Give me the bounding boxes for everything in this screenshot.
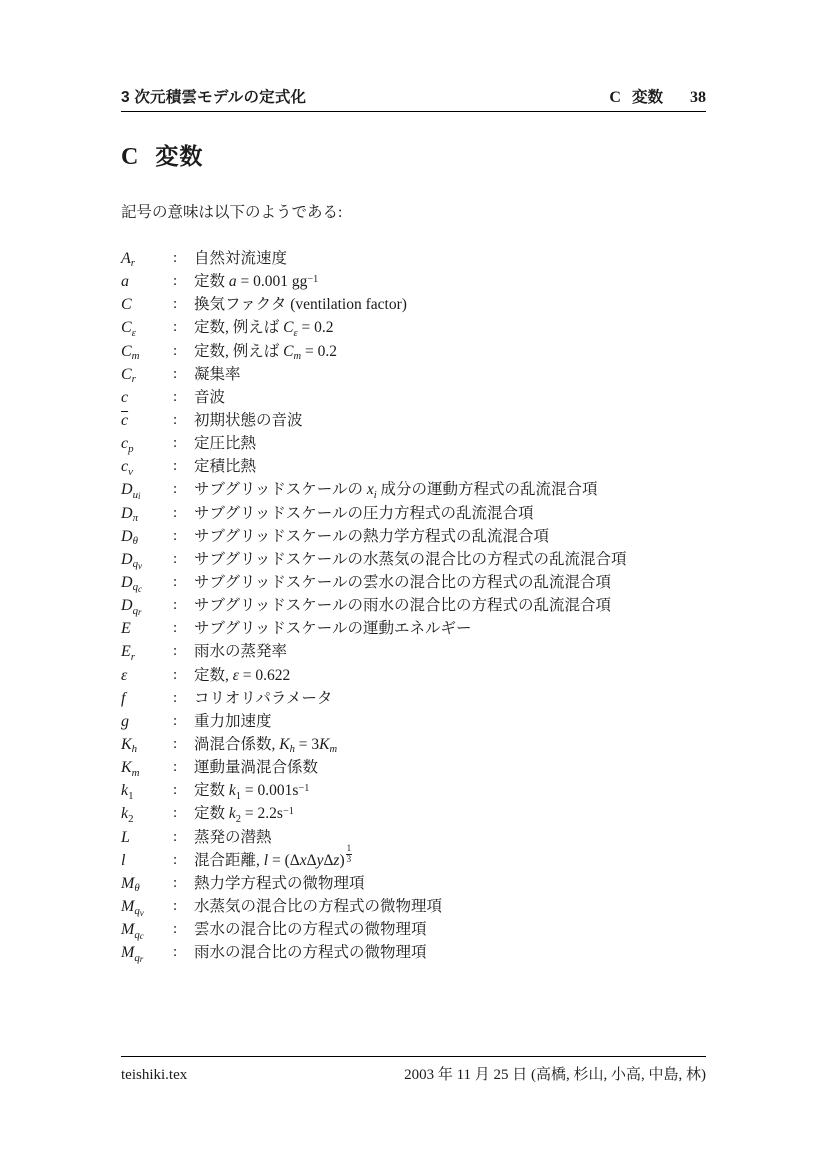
symbol-row <box>121 548 706 571</box>
colon-separator: : <box>173 620 178 637</box>
symbol-row <box>121 594 706 617</box>
symbol-description: 定数 a = 0.001 $gg^{-1}$ <box>194 273 319 291</box>
symbol-row <box>121 802 706 825</box>
page-footer <box>121 1056 706 1084</box>
symbol-description: 雨水の混合比の方程式の微物理項 <box>194 944 427 962</box>
colon-separator: : <box>173 805 178 822</box>
symbol: a <box>121 273 129 291</box>
symbol-row <box>121 432 706 455</box>
colon-separator: : <box>173 735 178 752</box>
symbol-row <box>121 316 706 339</box>
symbol-description: サブグリッドスケールの雲水の混合比の方程式の乱流混合項 <box>194 573 611 591</box>
symbol: $k_1$ <box>121 782 134 802</box>
symbol-row <box>121 571 706 594</box>
page-content <box>121 0 706 1169</box>
symbol-row <box>121 293 706 316</box>
symbol-row <box>121 617 706 640</box>
symbol-description: 換気ファクタ (ventilation factor) <box>194 296 407 314</box>
symbol-description: コリオリパラメータ <box>194 689 333 707</box>
colon-separator: : <box>173 365 178 382</box>
symbol-row <box>121 710 706 733</box>
colon-separator: : <box>173 759 178 776</box>
symbol-description: サブグリッドスケールの雨水の混合比の方程式の乱流混合項 <box>194 597 611 615</box>
symbol-row <box>121 340 706 363</box>
symbol-description: 音波 <box>194 388 226 406</box>
symbol: $C_\varepsilon$ <box>121 319 136 339</box>
colon-separator: : <box>173 573 178 590</box>
symbol-description: 雨水の蒸発率 <box>194 643 288 661</box>
symbol: $M_\theta$ <box>121 874 140 895</box>
section-title: 変数 <box>155 143 204 169</box>
symbol-row <box>121 941 706 964</box>
colon-separator: : <box>173 504 178 521</box>
symbol-description: 定圧比熱 <box>194 435 257 453</box>
symbol-description: 運動量渦混合係数 <box>194 759 319 777</box>
footer-date: 2003 年 11 月 25 日 (高橋, 杉山, 小高, 中島, 林) <box>404 1067 706 1083</box>
symbol-row <box>121 270 706 293</box>
intro-text: 記号の意味は以下のようである: <box>121 204 343 221</box>
symbol: f <box>121 689 126 707</box>
section-heading <box>121 138 203 171</box>
symbol-description: 初期状態の音波 <box>194 411 303 429</box>
symbol: $D_{qr}$ <box>121 597 142 618</box>
symbol-row <box>121 640 706 663</box>
symbol-row <box>121 478 706 501</box>
running-head-section-title: 変数 <box>631 89 663 106</box>
symbol: $C_m$ <box>121 342 140 363</box>
symbol-row <box>121 756 706 779</box>
symbol-description: 渦混合係数, $K_h = 3K_m$ <box>194 735 338 756</box>
colon-separator: : <box>173 712 178 729</box>
symbol-row <box>121 386 706 409</box>
colon-separator: : <box>173 874 178 891</box>
colon-separator: : <box>173 319 178 336</box>
symbol-row <box>121 502 706 525</box>
symbol: $E_r$ <box>121 643 136 663</box>
symbol-description: 定数 $k_1 = 0.001s^{-1}$ <box>194 782 310 802</box>
symbol: $M_{qv}$ <box>121 897 144 918</box>
running-head <box>121 85 706 112</box>
symbol-row <box>121 872 706 895</box>
symbol: $D_{qv}$ <box>121 550 142 571</box>
symbol-description: 蒸発の潜熱 <box>194 828 272 846</box>
colon-separator: : <box>173 273 178 290</box>
symbol-description: サブグリッドスケールの水蒸気の混合比の方程式の乱流混合項 <box>194 550 627 568</box>
symbol-description: 重力加速度 <box>194 712 272 730</box>
symbol-row <box>121 895 706 918</box>
symbol-row <box>121 779 706 802</box>
symbol-row <box>121 687 706 710</box>
symbol-row <box>121 664 706 687</box>
symbol-description: 水蒸気の混合比の方程式の微物理項 <box>194 897 443 915</box>
symbol-row <box>121 525 706 548</box>
colon-separator: : <box>173 411 178 428</box>
colon-separator: : <box>173 944 178 961</box>
symbol-description: サブグリッドスケールの運動エネルギー <box>194 620 472 638</box>
page-number: 38 <box>690 89 706 106</box>
colon-separator: : <box>173 689 178 706</box>
footer-filename: teishiki.tex <box>121 1067 188 1083</box>
symbol: $c_v$ <box>121 458 133 478</box>
colon-separator: : <box>173 388 178 405</box>
colon-separator: : <box>173 296 178 313</box>
symbol-row <box>121 409 706 432</box>
symbol: $c_p$ <box>121 435 134 455</box>
symbol: l <box>121 851 126 869</box>
symbol-row <box>121 733 706 756</box>
symbol-description: 定数, 例えば $C_\varepsilon = 0.2$ <box>194 319 334 339</box>
symbol: E <box>121 620 131 638</box>
symbol-row <box>121 455 706 478</box>
colon-separator: : <box>173 666 178 683</box>
colon-separator: : <box>173 597 178 614</box>
symbol-description: 定積比熱 <box>194 458 257 476</box>
symbol: $D_{qc}$ <box>121 573 142 594</box>
symbol-description: 混合距離, l = (ΔxΔyΔz) $\frac{1}{3}$ <box>194 843 352 869</box>
colon-separator: : <box>173 435 178 452</box>
symbol-list <box>121 247 706 964</box>
symbol-row <box>121 826 706 849</box>
symbol: g <box>121 712 129 730</box>
symbol: $\overline{c}$ <box>121 411 129 429</box>
symbol: L <box>121 828 130 846</box>
colon-separator: : <box>173 851 178 868</box>
symbol-row <box>121 247 706 270</box>
colon-separator: : <box>173 643 178 660</box>
colon-separator: : <box>173 897 178 914</box>
symbol-description: サブグリッドスケールの $x_i$ 成分の運動方程式の乱流混合項 <box>194 481 598 501</box>
running-head-section <box>609 85 706 107</box>
symbol: ε <box>121 666 128 684</box>
symbol: $D_\theta$ <box>121 527 138 548</box>
colon-separator: : <box>173 342 178 359</box>
symbol-row <box>121 363 706 386</box>
symbol-description: サブグリッドスケールの熱力学方程式の乱流混合項 <box>194 527 549 545</box>
colon-separator: : <box>173 481 178 498</box>
colon-separator: : <box>173 921 178 938</box>
symbol: $D_\pi$ <box>121 504 139 525</box>
symbol: $A_r$ <box>121 250 136 270</box>
colon-separator: : <box>173 828 178 845</box>
symbol-description: サブグリッドスケールの圧力方程式の乱流混合項 <box>194 504 534 522</box>
symbol-row <box>121 918 706 941</box>
symbol: C <box>121 296 132 314</box>
symbol-description: 雲水の混合比の方程式の微物理項 <box>194 921 427 939</box>
symbol: c <box>121 388 129 406</box>
symbol-description: 定数, ε = 0.622 <box>194 666 291 684</box>
colon-separator: : <box>173 458 178 475</box>
symbol: $C_r$ <box>121 365 136 386</box>
colon-separator: : <box>173 550 178 567</box>
colon-separator: : <box>173 782 178 799</box>
symbol: $k_2$ <box>121 805 134 825</box>
symbol: $K_h$ <box>121 735 138 756</box>
symbol-description: 自然対流速度 <box>194 250 288 267</box>
colon-separator: : <box>173 250 178 266</box>
symbol-description: 定数 $k_2 = 2.2s^{-1}$ <box>194 805 294 825</box>
symbol-row <box>121 843 706 872</box>
symbol: $M_{qr}$ <box>121 944 144 965</box>
symbol: $M_{qc}$ <box>121 921 144 941</box>
symbol-description: 熱力学方程式の微物理項 <box>194 874 365 892</box>
fraction-exponent: $\frac{1}{3}$ <box>346 843 352 864</box>
symbol: $D_{ui}$ <box>121 481 141 502</box>
symbol-description: 定数, 例えば $C_m = 0.2$ <box>194 342 337 362</box>
symbol: $K_m$ <box>121 759 140 779</box>
colon-separator: : <box>173 527 178 544</box>
running-head-chapter-title: 3 次元積雲モデルの定式化 <box>121 89 307 106</box>
symbol-description: 凝集率 <box>194 365 241 383</box>
section-letter: C <box>121 144 139 170</box>
running-head-section-letter: C <box>609 89 621 106</box>
